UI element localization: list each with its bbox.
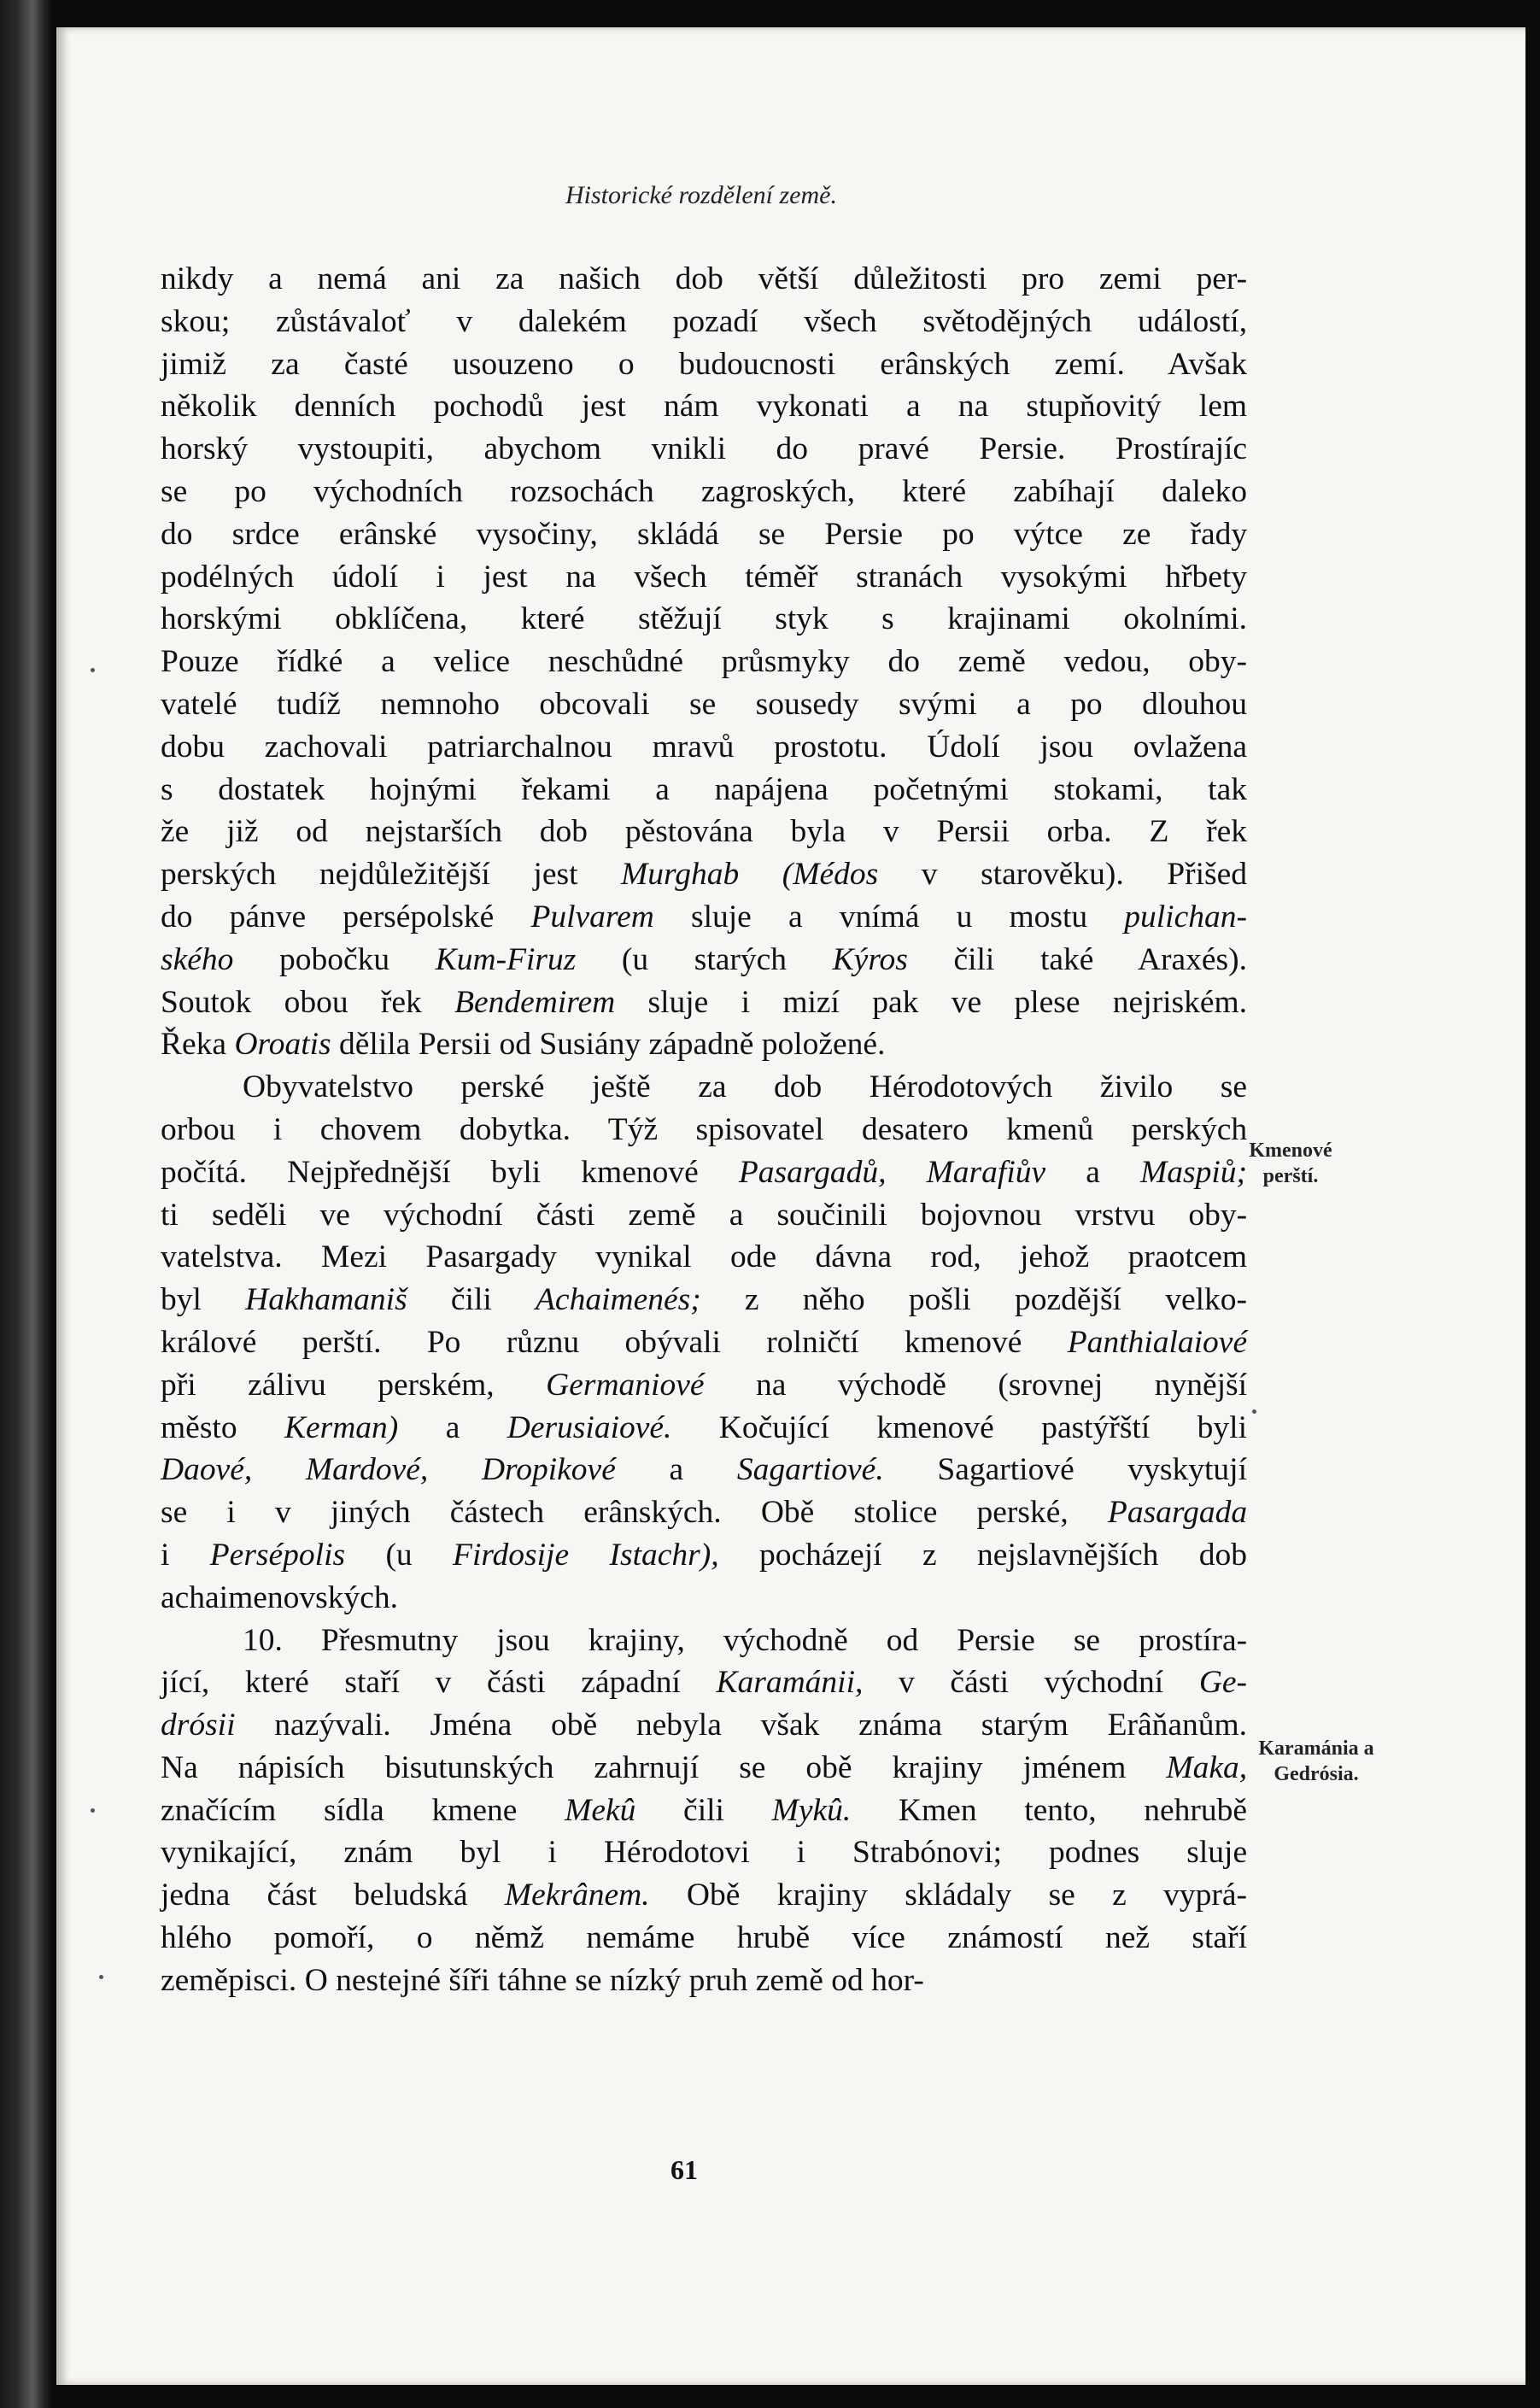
text-line: Soutok obou řek Bendemirem sluje i mizí pak ve plese nejriském. — [161, 984, 1248, 1020]
text-line: králové perští. Po různu obývali rolničtí kmenové Panthialaiové — [161, 1324, 1248, 1360]
main-text — [161, 258, 1247, 2002]
text-line: jedna část beludská Mekrânem. Obě krajiny skládaly se z vyprá- — [161, 1878, 1248, 1913]
scan-speck — [1252, 1409, 1256, 1414]
page-number: 61 — [670, 2154, 698, 2185]
text-line: vatelstva. Mezi Pasargady vynikal ode dávna rod, jehož praotcem — [161, 1239, 1248, 1275]
text-line: Na nápisích bisutunských zahrnují se obě krajiny jménem Maka, — [161, 1749, 1248, 1785]
book-page — [56, 27, 1525, 2385]
text-line: značícím sídla kmene Mekû čili Mykû. Kmen tento, nehrubě — [161, 1792, 1248, 1828]
margin-note-line: Gedrósia. — [1274, 1763, 1359, 1785]
text-line: Pouze řídké a velice neschůdné průsmyky do země vedou, oby- — [161, 644, 1248, 680]
text-line: horskými obklíčena, které stěžují styk s krajinami okolními. — [161, 601, 1248, 637]
text-line: několik denních pochodů jest nám vykonati a na stupňovitý lem — [161, 389, 1248, 425]
text-line: jící, které staří v části západní Karamánii, v části východní Ge- — [161, 1665, 1248, 1701]
text-line: perských nejdůležitější jest Murghab (Médos v starověku). Přišed — [161, 857, 1248, 893]
margin-note-kmenove — [1205, 1138, 1376, 1189]
margin-note-karamania — [1214, 1736, 1419, 1787]
paragraph-3 — [161, 1620, 1247, 2002]
text-line: achaimenovských. — [161, 1579, 399, 1615]
text-line: při zálivu perském, Germaniové na východě (srovnej nynější — [161, 1367, 1248, 1403]
text-line: vatelé tudíž nemnoho obcovali se sousedy svými a po dlouhou — [161, 686, 1248, 722]
text-line: horský vystoupiti, abychom vnikli do pravé Persie. Prostírajíc — [161, 431, 1248, 467]
text-line: Řeka Oroatis dělila Persii od Susiány západně položené. — [161, 1027, 886, 1063]
paragraph-1 — [161, 258, 1247, 1066]
margin-note-line: perští. — [1262, 1165, 1319, 1187]
text-line: podélných údolí i jest na všech téměř stranách vysokými hřbety — [161, 559, 1248, 595]
text-line: se i v jiných částech erânských. Obě stolice perské, Pasargada — [161, 1495, 1248, 1531]
text-line: i Persépolis (u Firdosije Istachr), pocházejí z nejslavnějších dob — [161, 1537, 1247, 1573]
scan-speck — [99, 1975, 103, 1979]
text-line: hlého pomoří, o němž nemáme hrubě více známostí než staří — [161, 1920, 1247, 1956]
text-line: orbou i chovem dobytka. Týž spisovatel desatero kmenů perských — [161, 1111, 1248, 1147]
text-line: jimiž za časté usouzeno o budoucnosti erânských zemí. Avšak — [161, 346, 1248, 382]
text-line: počítá. Nejpřednější byli kmenové Pasargadů, Marafiův a Maspiů; — [161, 1154, 1248, 1190]
text-line: 10. Přesmutny jsou krajiny, východně od Persie se prostíra- — [243, 1622, 1248, 1658]
text-line: město Kerman) a Derusiaiové. Kočující kmenové pastýřští byli — [161, 1409, 1247, 1445]
text-line: vynikající, znám byl i Hérodotovi i Strabónovi; podnes sluje — [161, 1835, 1248, 1871]
text-line: zeměpisci. O nestejné šíři táhne se nízký pruh země od hor- — [161, 1962, 924, 1998]
text-line: se po východních rozsochách zagroských, které zabíhají daleko — [161, 473, 1248, 509]
margin-note-line: Karamánia a — [1258, 1737, 1374, 1760]
text-line: do pánve persépolské Pulvarem sluje a vnímá u mostu pulichan- — [161, 899, 1247, 934]
text-line: ského pobočku Kum-Firuz (u starých Kýros čili také Araxés). — [161, 941, 1248, 977]
text-line: dobu zachovali patriarchalnou mravů prostotu. Údolí jsou ovlažena — [161, 729, 1247, 765]
scan-speck — [91, 668, 95, 672]
text-line: ti seděli ve východní části země a součinili bojovnou vrstvu oby- — [161, 1197, 1248, 1233]
text-line: Daové, Mardové, Dropikové a Sagartiové. Sagartiové vyskytují — [161, 1452, 1248, 1488]
text-line: skou; zůstávaloť v dalekém pozadí všech světodějných událostí, — [161, 303, 1248, 339]
text-line: Obyvatelstvo perské ještě za dob Hérodotových živilo se — [243, 1069, 1248, 1105]
text-line: byl Hakhamaniš čili Achaimenés; z něho pošli pozdější velko- — [161, 1282, 1247, 1318]
running-head: Historické rozdělení země. — [565, 181, 837, 209]
text-line: že již od nejstarších dob pěstována byla v Persii orba. Z řek — [161, 814, 1248, 850]
text-line: drósii nazývali. Jména obě nebyla však známa starým Erâňanům. — [161, 1708, 1248, 1743]
text-line: do srdce erânské vysočiny, skládá se Persie po výtce ze řady — [161, 516, 1248, 552]
book-gutter — [0, 0, 53, 2408]
paragraph-2 — [161, 1066, 1247, 1619]
text-line: nikdy a nemá ani za našich dob větší důležitosti pro zemi per- — [161, 261, 1248, 296]
scan-speck — [91, 1808, 95, 1813]
margin-note-line: Kmenové — [1249, 1140, 1332, 1162]
text-line: s dostatek hojnými řekami a napájena početnými stokami, tak — [161, 771, 1247, 807]
